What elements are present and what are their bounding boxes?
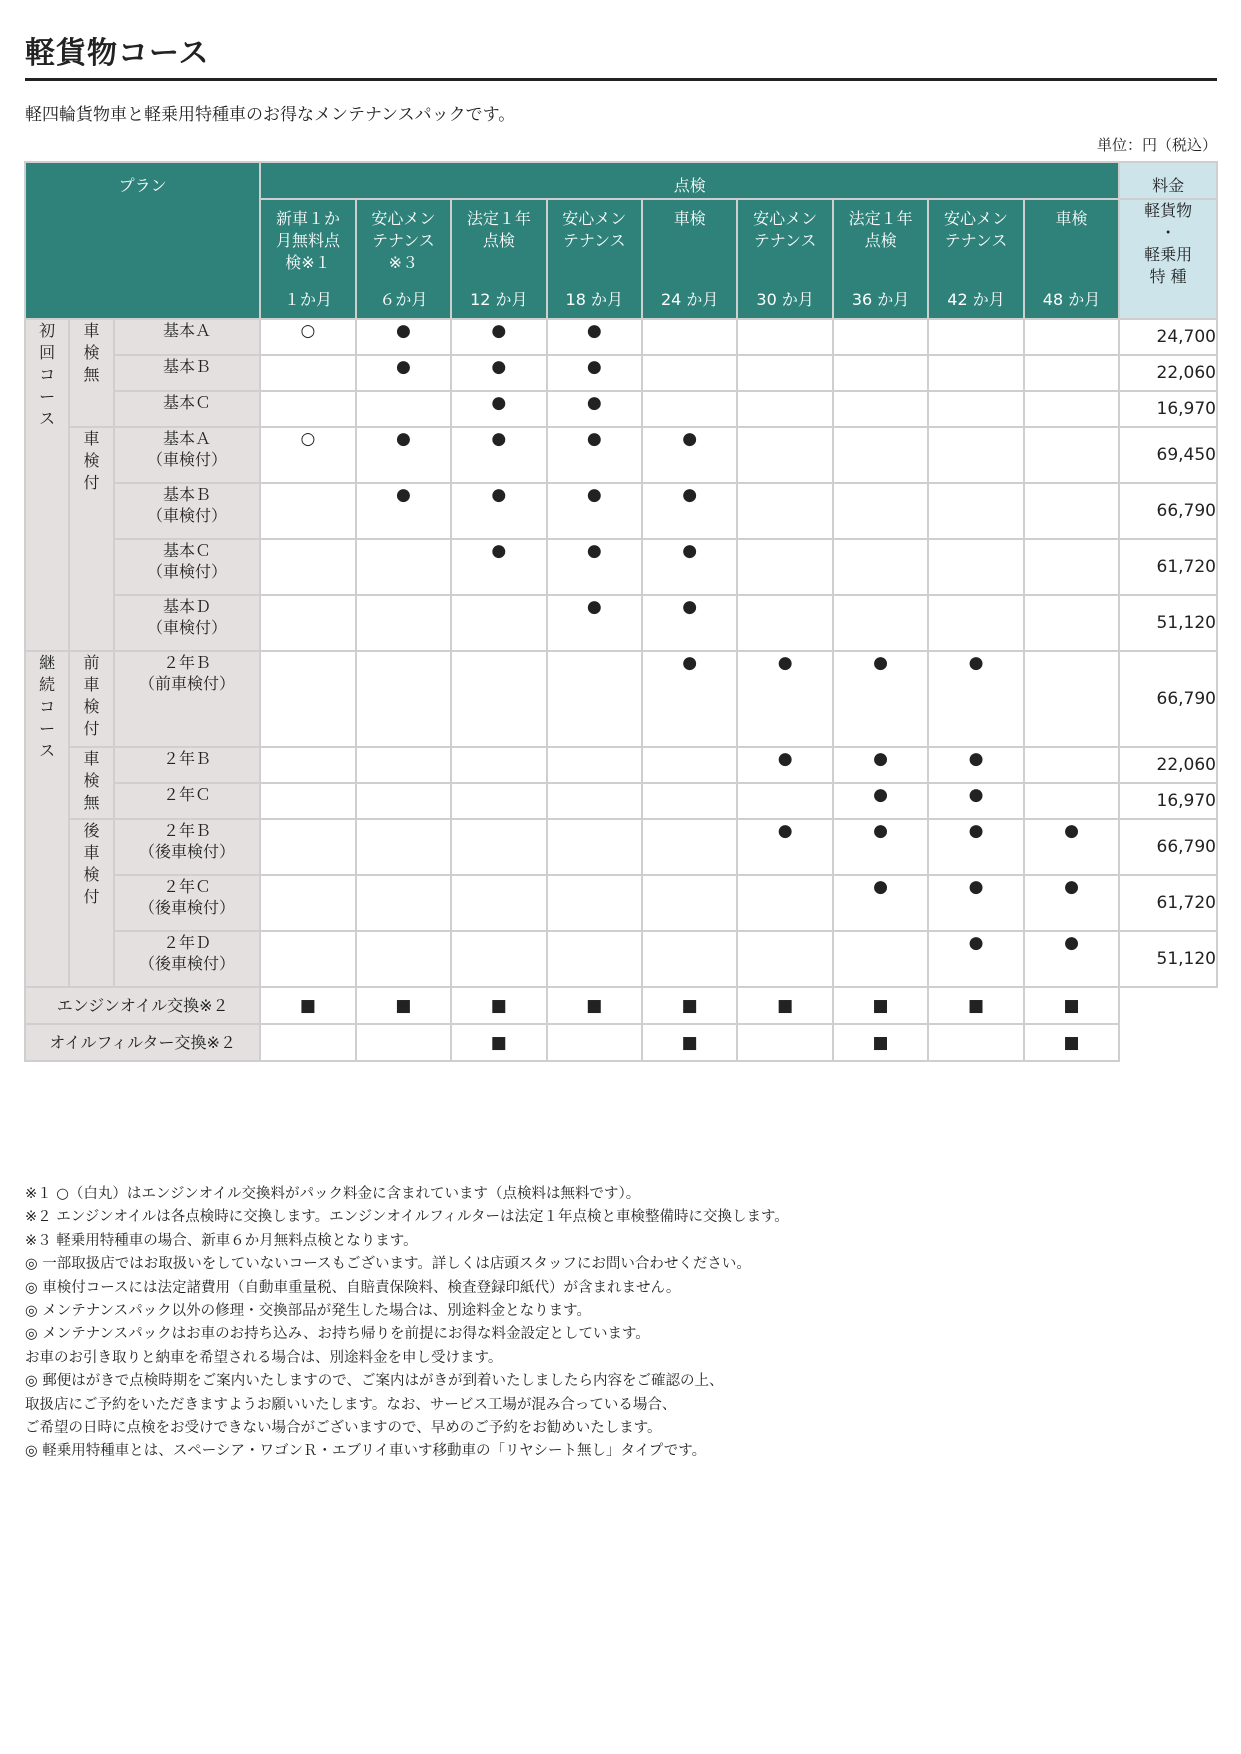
footnote-line: ※２ エンジンオイルは各点検時に交換します。エンジンオイルフィルターは法定１年点検と車検整備時に交換します。	[25, 1209, 789, 1226]
footnote-line: ◎ メンテナンスパック以外の修理・交換部品が発生した場合は、別途料金となります。	[25, 1303, 591, 1320]
course-label-text: 継続コース	[39, 653, 56, 760]
inspection-column-header	[547, 199, 642, 319]
oil-mark: ■	[451, 1024, 546, 1061]
price: 61,720	[1119, 539, 1217, 595]
inspection-mark	[451, 651, 546, 747]
inspection-mark: ●	[928, 875, 1023, 931]
text-line: 点検	[482, 231, 515, 250]
plan-name	[114, 651, 260, 747]
inspection-mark: ●	[356, 483, 451, 539]
inspection-column-label	[929, 200, 1022, 288]
text-line: 軽乗用	[1144, 245, 1193, 264]
course-label	[25, 319, 69, 651]
subgroup-label-text: 車検無	[83, 321, 100, 384]
price: 61,720	[1119, 875, 1217, 931]
inspection-mark: ●	[547, 355, 642, 391]
inspection-column-month: 42 か月	[947, 290, 1005, 309]
price: 16,970	[1119, 783, 1217, 819]
fee-header: 料金	[1119, 162, 1217, 199]
inspection-mark: ●	[833, 747, 928, 783]
plan-name	[114, 819, 260, 875]
plan-name	[114, 319, 260, 355]
inspection-header: 点検	[260, 162, 1119, 199]
inspection-column-header	[928, 199, 1023, 319]
text-line: テナンス	[562, 231, 626, 250]
oil-mark: ■	[642, 987, 737, 1024]
price: 66,790	[1119, 819, 1217, 875]
oil-mark: ■	[260, 987, 355, 1024]
oil-mark: ■	[451, 987, 546, 1024]
inspection-mark	[642, 747, 737, 783]
inspection-mark	[737, 931, 832, 987]
maintenance-pack-table	[24, 161, 1218, 1062]
inspection-mark: ●	[833, 875, 928, 931]
inspection-mark	[928, 319, 1023, 355]
footnote-line: ※１ ○（白丸）はエンジンオイル交換料がパック料金に含まれています（点検料は無料です）。	[25, 1186, 641, 1202]
text-line: 安心メン	[753, 209, 818, 228]
oil-mark	[928, 1024, 1023, 1061]
inspection-column-month: 18 か月	[565, 290, 623, 309]
inspection-mark: ●	[1024, 819, 1120, 875]
text-line: （車検付）	[146, 618, 227, 637]
fee-vehicle-header	[1119, 199, 1217, 319]
footnote-line: ◎ 軽乗用特種車とは、スペーシア・ワゴンＲ・エブリイ車いす移動車の「リヤシート無し」タイプです。	[25, 1443, 707, 1460]
inspection-column-header	[642, 199, 737, 319]
inspection-mark: ●	[1024, 875, 1120, 931]
text-line: 軽貨物	[1144, 201, 1193, 220]
price: 66,790	[1119, 483, 1217, 539]
inspection-mark	[737, 539, 832, 595]
text-line: 基本Ａ	[162, 429, 211, 448]
inspection-mark	[642, 931, 737, 987]
price: 24,700	[1119, 319, 1217, 355]
subgroup-label	[69, 427, 113, 651]
oil-mark	[547, 1024, 642, 1061]
inspection-mark	[260, 783, 355, 819]
oil-row-label: オイルフィルター交換※２	[25, 1024, 260, 1061]
text-line: 法定１年	[466, 209, 531, 228]
plan-name	[114, 595, 260, 651]
inspection-mark	[737, 875, 832, 931]
inspection-mark	[1024, 355, 1120, 391]
text-line: 特 種	[1149, 267, 1187, 286]
inspection-mark: ●	[547, 319, 642, 355]
inspection-mark	[260, 483, 355, 539]
inspection-mark	[833, 539, 928, 595]
inspection-mark	[737, 355, 832, 391]
inspection-mark	[928, 539, 1023, 595]
inspection-mark	[833, 427, 928, 483]
inspection-mark: ●	[547, 483, 642, 539]
price: 16,970	[1119, 391, 1217, 427]
inspection-mark	[928, 483, 1023, 539]
inspection-mark: ●	[928, 819, 1023, 875]
table-row	[25, 931, 1217, 987]
inspection-mark: ●	[451, 483, 546, 539]
inspection-mark	[1024, 319, 1120, 355]
inspection-mark	[833, 355, 928, 391]
text-line: （前車検付）	[138, 674, 235, 693]
oil-mark	[356, 1024, 451, 1061]
price: 22,060	[1119, 747, 1217, 783]
course-label-text: 初回コース	[39, 321, 56, 428]
inspection-mark	[451, 783, 546, 819]
text-line: （車検付）	[146, 450, 227, 469]
inspection-mark	[356, 391, 451, 427]
inspection-mark	[833, 931, 928, 987]
price: 51,120	[1119, 595, 1217, 651]
inspection-mark	[1024, 391, 1120, 427]
inspection-column-month: 24 か月	[660, 290, 719, 309]
inspection-mark: ●	[928, 783, 1023, 819]
inspection-mark	[833, 319, 928, 355]
table-row	[25, 355, 1217, 391]
inspection-column-label	[357, 200, 450, 288]
inspection-mark	[260, 747, 355, 783]
table-row	[25, 595, 1217, 651]
inspection-mark	[260, 931, 355, 987]
oil-row	[25, 987, 1217, 1024]
inspection-column-month: 12 か月	[470, 290, 528, 309]
inspection-mark	[642, 319, 737, 355]
inspection-column-header	[260, 199, 355, 319]
inspection-mark: ●	[737, 651, 832, 747]
oil-mark: ■	[1024, 1024, 1120, 1061]
footnote-line: お車のお引き取りと納車を希望される場合は、別途料金を申し受けます。	[25, 1349, 503, 1366]
oil-mark: ■	[737, 987, 832, 1024]
inspection-mark	[1024, 427, 1120, 483]
footnote-line: ご希望の日時に点検をお受けできない場合がございますので、早めのご予約をお勧めいたします。	[25, 1420, 662, 1437]
text-line: 基本Ａ	[162, 321, 211, 340]
subgroup-label	[69, 819, 113, 987]
oil-mark: ■	[356, 987, 451, 1024]
inspection-mark: ●	[451, 391, 546, 427]
text-line: 基本Ｂ	[162, 357, 211, 376]
table-body	[25, 162, 1217, 1061]
inspection-mark	[260, 819, 355, 875]
price: 69,450	[1119, 427, 1217, 483]
inspection-mark: ●	[737, 747, 832, 783]
inspection-mark	[1024, 539, 1120, 595]
text-line: 基本Ｂ	[162, 485, 211, 504]
inspection-mark	[1024, 783, 1120, 819]
inspection-mark: ○	[260, 427, 355, 483]
plan-name	[114, 483, 260, 539]
unit-label: 単位：円（税込）	[1096, 136, 1217, 154]
inspection-mark: ●	[451, 539, 546, 595]
course-label	[25, 651, 69, 987]
subgroup-label-text: 車検無	[83, 749, 100, 812]
inspection-mark	[451, 595, 546, 651]
inspection-mark	[547, 651, 642, 747]
plan-name	[114, 875, 260, 931]
inspection-mark	[928, 595, 1023, 651]
inspection-mark	[260, 355, 355, 391]
inspection-mark	[928, 391, 1023, 427]
table-row	[25, 539, 1217, 595]
inspection-column-label	[738, 200, 831, 288]
inspection-mark	[928, 427, 1023, 483]
inspection-mark	[260, 651, 355, 747]
inspection-mark	[737, 783, 832, 819]
inspection-mark	[642, 875, 737, 931]
inspection-mark	[1024, 747, 1120, 783]
footnote-line: ◎ 車検付コースには法定諸費用（自動車重量税、自賠責保険料、検査登録印紙代）が含まれません。	[25, 1279, 681, 1296]
inspection-mark	[356, 783, 451, 819]
text-line: 基本Ｄ	[162, 597, 211, 616]
inspection-mark: ●	[642, 539, 737, 595]
table-row	[25, 319, 1217, 355]
text-line: 月無料点	[275, 231, 340, 250]
inspection-mark: ●	[833, 651, 928, 747]
text-line: 安心メン	[371, 209, 436, 228]
inspection-mark	[451, 747, 546, 783]
inspection-mark	[642, 391, 737, 427]
inspection-column-label	[452, 200, 545, 288]
inspection-mark: ●	[1024, 931, 1120, 987]
text-line: 安心メン	[944, 209, 1009, 228]
table-row	[25, 483, 1217, 539]
plan-name	[114, 931, 260, 987]
inspection-mark	[642, 783, 737, 819]
inspection-mark	[356, 595, 451, 651]
inspection-mark: ○	[260, 319, 355, 355]
inspection-mark	[356, 747, 451, 783]
inspection-column-header	[833, 199, 928, 319]
oil-mark: ■	[833, 1024, 928, 1061]
footnote-line: ※３ 軽乗用特種車の場合、新車６か月無料点検となります。	[25, 1232, 418, 1249]
text-line: テナンス	[372, 231, 435, 250]
footnote-line: ◎ 一部取扱店ではお取扱いをしていないコースもございます。詳しくは店頭スタッフにお問い合わせください。	[25, 1256, 751, 1273]
text-line: 安心メン	[562, 209, 627, 228]
plan-name	[114, 427, 260, 483]
table-row	[25, 875, 1217, 931]
subgroup-label	[69, 747, 113, 819]
inspection-column-header	[737, 199, 832, 319]
inspection-mark	[833, 483, 928, 539]
inspection-mark: ●	[928, 931, 1023, 987]
text-line: ※３	[388, 253, 419, 272]
inspection-mark	[547, 931, 642, 987]
inspection-mark: ●	[547, 595, 642, 651]
inspection-mark	[356, 651, 451, 747]
inspection-mark	[642, 819, 737, 875]
blank-cell	[1119, 987, 1217, 1024]
text-line: 新車１か	[275, 209, 340, 228]
text-line: （後車検付）	[138, 842, 235, 861]
inspection-column-header	[1024, 199, 1120, 319]
plan-name	[114, 783, 260, 819]
table-row	[25, 651, 1217, 747]
text-line: テナンス	[944, 231, 1008, 250]
inspection-column-month: 48 か月	[1042, 290, 1101, 309]
price: 66,790	[1119, 651, 1217, 747]
text-line: 法定１年	[848, 209, 913, 228]
inspection-mark	[928, 355, 1023, 391]
inspection-column-label	[261, 200, 354, 288]
table-row	[25, 747, 1217, 783]
header-row-1	[25, 162, 1217, 199]
inspection-mark: ●	[642, 595, 737, 651]
subgroup-label-text: 車検付	[83, 429, 100, 492]
inspection-column-month: ６か月	[379, 290, 428, 309]
table-row	[25, 819, 1217, 875]
text-line: 車検	[673, 209, 706, 228]
inspection-column-header	[356, 199, 451, 319]
inspection-column-label	[834, 200, 927, 288]
table-row	[25, 391, 1217, 427]
inspection-mark	[451, 875, 546, 931]
table-row	[25, 427, 1217, 483]
text-line: 車検	[1055, 209, 1088, 228]
footnotes	[25, 1183, 789, 1464]
inspection-mark	[833, 391, 928, 427]
text-line: 基本Ｃ	[162, 393, 211, 412]
inspection-mark: ●	[451, 319, 546, 355]
text-line: 基本Ｃ	[162, 541, 211, 560]
inspection-mark	[1024, 483, 1120, 539]
price: 22,060	[1119, 355, 1217, 391]
inspection-column-label	[548, 200, 641, 288]
inspection-mark	[356, 819, 451, 875]
inspection-mark: ●	[642, 651, 737, 747]
inspection-mark	[451, 819, 546, 875]
inspection-mark	[547, 783, 642, 819]
inspection-column-label	[1025, 200, 1119, 288]
inspection-column-month: １か月	[283, 290, 332, 309]
oil-mark	[260, 1024, 355, 1061]
inspection-mark: ●	[833, 819, 928, 875]
table-row	[25, 783, 1217, 819]
subgroup-label	[69, 651, 113, 747]
oil-mark: ■	[928, 987, 1023, 1024]
inspection-mark	[642, 355, 737, 391]
text-line: ２年Ｂ	[162, 653, 211, 672]
inspection-mark	[547, 875, 642, 931]
inspection-mark: ●	[642, 483, 737, 539]
footnote-line: ◎ 郵便はがきで点検時期をご案内いたしますので、ご案内はがきが到着いたしましたら内容をご確認の上、	[25, 1373, 724, 1390]
oil-row	[25, 1024, 1217, 1061]
inspection-mark	[1024, 595, 1120, 651]
oil-mark: ■	[1024, 987, 1120, 1024]
subgroup-label-text: 後車検付	[83, 821, 100, 906]
inspection-mark: ●	[737, 819, 832, 875]
inspection-mark	[260, 875, 355, 931]
oil-mark: ■	[833, 987, 928, 1024]
plan-header: プラン	[25, 162, 260, 319]
inspection-column-month: 30 か月	[756, 290, 814, 309]
inspection-mark: ●	[451, 427, 546, 483]
text-line: 点検	[864, 231, 897, 250]
text-line: ２年Ｄ	[162, 933, 211, 952]
text-line: （後車検付）	[138, 954, 235, 973]
inspection-mark: ●	[356, 427, 451, 483]
text-line: ２年Ｃ	[162, 877, 211, 896]
inspection-mark	[260, 539, 355, 595]
inspection-mark	[737, 427, 832, 483]
text-line: 検※１	[285, 253, 331, 272]
text-line: ２年Ｃ	[162, 785, 211, 804]
inspection-mark	[260, 391, 355, 427]
inspection-column-label	[643, 200, 736, 288]
inspection-mark	[1024, 651, 1120, 747]
blank-cell	[1119, 1024, 1217, 1061]
text-line: （後車検付）	[138, 898, 235, 917]
inspection-mark	[356, 875, 451, 931]
inspection-mark	[737, 319, 832, 355]
inspection-mark: ●	[928, 747, 1023, 783]
inspection-mark	[547, 747, 642, 783]
inspection-mark: ●	[833, 783, 928, 819]
inspection-mark: ●	[547, 539, 642, 595]
oil-mark	[737, 1024, 832, 1061]
footnote-line: 取扱店にご予約をいただきますようお願いいたします。なお、サービス工場が混み合っている場合、	[25, 1396, 677, 1413]
text-line: （車検付）	[146, 562, 227, 581]
oil-row-label: エンジンオイル交換※２	[25, 987, 260, 1024]
subgroup-label	[69, 319, 113, 427]
inspection-mark	[260, 595, 355, 651]
text-line: ・	[1160, 223, 1177, 242]
plan-name	[114, 539, 260, 595]
text-line: ２年Ｂ	[162, 749, 211, 768]
inspection-mark: ●	[356, 355, 451, 391]
inspection-mark: ●	[928, 651, 1023, 747]
inspection-mark: ●	[547, 427, 642, 483]
inspection-mark	[356, 539, 451, 595]
text-line: テナンス	[753, 231, 817, 250]
text-line: ２年Ｂ	[162, 821, 211, 840]
text-line: （車検付）	[146, 506, 227, 525]
inspection-mark	[737, 391, 832, 427]
page-title: 軽貨物コース	[25, 28, 1217, 81]
plan-name	[114, 747, 260, 783]
inspection-mark	[356, 931, 451, 987]
inspection-mark	[737, 595, 832, 651]
oil-mark: ■	[547, 987, 642, 1024]
inspection-mark	[451, 931, 546, 987]
inspection-mark	[737, 483, 832, 539]
page-subtitle: 軽四輪貨物車と軽乗用特種車のお得なメンテナンスパックです。	[25, 105, 516, 125]
subgroup-label-text: 前車検付	[83, 653, 100, 738]
price: 51,120	[1119, 931, 1217, 987]
inspection-column-header	[451, 199, 546, 319]
inspection-mark: ●	[451, 355, 546, 391]
oil-mark: ■	[642, 1024, 737, 1061]
inspection-mark	[833, 595, 928, 651]
inspection-mark: ●	[642, 427, 737, 483]
footnote-line: ◎ メンテナンスパックはお車のお持ち込み、お持ち帰りを前提にお得な料金設定としています。	[25, 1326, 650, 1343]
inspection-mark: ●	[356, 319, 451, 355]
inspection-column-month: 36 か月	[851, 290, 910, 309]
plan-name	[114, 355, 260, 391]
inspection-mark	[547, 819, 642, 875]
plan-name	[114, 391, 260, 427]
inspection-mark: ●	[547, 391, 642, 427]
